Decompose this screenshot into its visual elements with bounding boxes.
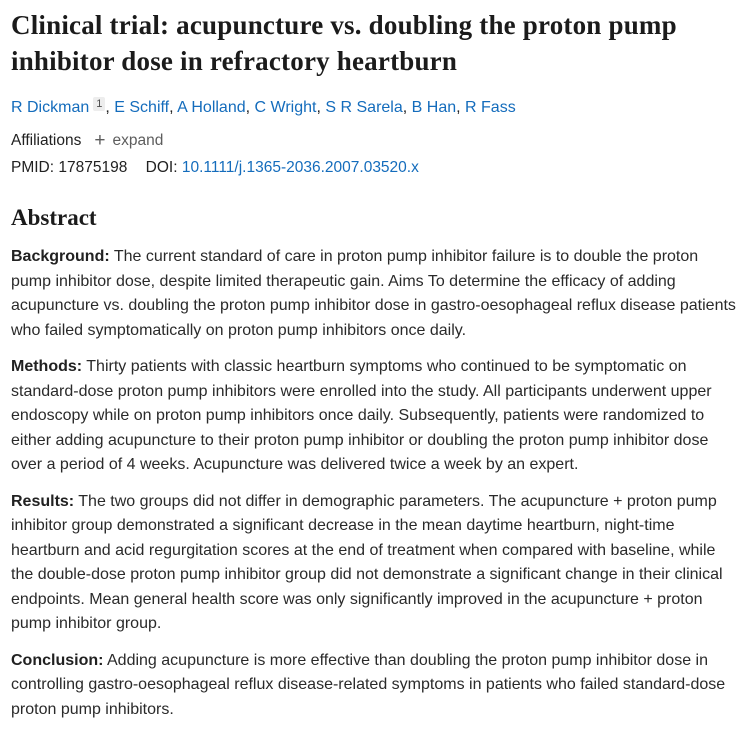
author-entry xyxy=(465,99,516,116)
article-title: Clinical trial: acupuncture vs. doubling the proton pump inhibitor dose in refractory heartburn xyxy=(11,10,677,76)
author-entry xyxy=(11,99,110,116)
author-link[interactable]: A Holland xyxy=(177,99,246,116)
doi-link[interactable]: 10.1111/j.1365-2036.2007.03520.x xyxy=(181,159,419,176)
author-link[interactable]: C Wright xyxy=(254,99,317,116)
author-separator: , xyxy=(105,99,110,116)
author-separator: , xyxy=(402,99,408,116)
author-link[interactable]: E Schiff xyxy=(114,99,170,116)
section-text: The current standard of care in proton pump inhibitor failure is to double the proton pump inhibitor dose, despite limited therapeutic gain. Aims To determine the efficacy of adding acupuncture vs. doubling the proton pump inhibitor dose in gastro-oesophageal reflux disease patients who failed symptomatically on proton pump inhibitors once daily. xyxy=(11,248,736,339)
author-entry xyxy=(114,99,173,116)
affiliations-label: Affiliations xyxy=(11,132,82,149)
section-text: Adding acupuncture is more effective than doubling the proton pump inhibitor dose in controlling gastro-oesophageal reflux disease-related symptoms in patients who failed standard-dose proton pump inhibitors. xyxy=(11,651,726,718)
affiliations-row xyxy=(11,132,742,150)
section-label: Methods: xyxy=(11,358,83,375)
author-link[interactable]: B Han xyxy=(411,99,457,116)
abstract-heading: Abstract xyxy=(11,205,97,230)
abstract-section-background xyxy=(11,245,742,343)
author-separator: , xyxy=(169,99,174,116)
pmid-label: PMID: xyxy=(11,159,55,176)
identifiers-row xyxy=(11,159,742,177)
author-entry xyxy=(255,99,321,116)
author-entry xyxy=(325,99,407,116)
author-link[interactable]: R Dickman xyxy=(11,99,90,116)
pmid-value: 17875198 xyxy=(58,159,128,176)
abstract-section-methods xyxy=(11,355,742,478)
author-separator: , xyxy=(245,99,251,116)
plus-icon: + xyxy=(94,130,106,151)
authors-list xyxy=(11,97,742,118)
abstract-section-results xyxy=(11,490,742,637)
author-entry xyxy=(412,99,461,116)
expand-label: expand xyxy=(112,132,164,149)
author-separator: , xyxy=(456,99,461,116)
section-text: Thirty patients with classic heartburn symptoms who continued to be symptomatic on standard-dose proton pump inhibitors were enrolled into the study. All participants underwent upper endoscopy while on proton pump inhibitors once daily. Subsequently, patients were randomized to either adding acupuncture to their proton pump inhibitor or doubling the proton pump inhibitor dose over a period of 4 weeks. Acupuncture was delivered twice a week by an expert. xyxy=(11,358,712,473)
affiliations-expand-button[interactable] xyxy=(94,132,163,150)
abstract-body xyxy=(11,245,742,722)
author-entry xyxy=(177,99,250,116)
doi-label: DOI: xyxy=(145,159,178,176)
affiliation-superscript[interactable]: 1 xyxy=(93,97,105,111)
section-label: Conclusion: xyxy=(11,651,104,669)
author-separator: , xyxy=(316,99,321,116)
doi-group xyxy=(146,159,419,176)
section-label: Background: xyxy=(11,248,110,265)
author-link[interactable]: R Fass xyxy=(465,99,516,116)
abstract-section-conclusion xyxy=(11,649,742,723)
author-link[interactable]: S R Sarela xyxy=(325,99,403,116)
section-label: Results: xyxy=(11,492,75,510)
section-text: The two groups did not differ in demographic parameters. The acupuncture + proton pump inhibitor group demonstrated a significant decrease in the mean daytime heartburn, night-time heartburn and acid regurgitation scores at the end of treatment when compared with baseline, while the double-dose proton pump inhibitor group did not demonstrate a significant change in their clinical endpoints. Mean general health score was only significantly improved in the acupuncture + proton pump inhibitor group. xyxy=(11,492,723,632)
